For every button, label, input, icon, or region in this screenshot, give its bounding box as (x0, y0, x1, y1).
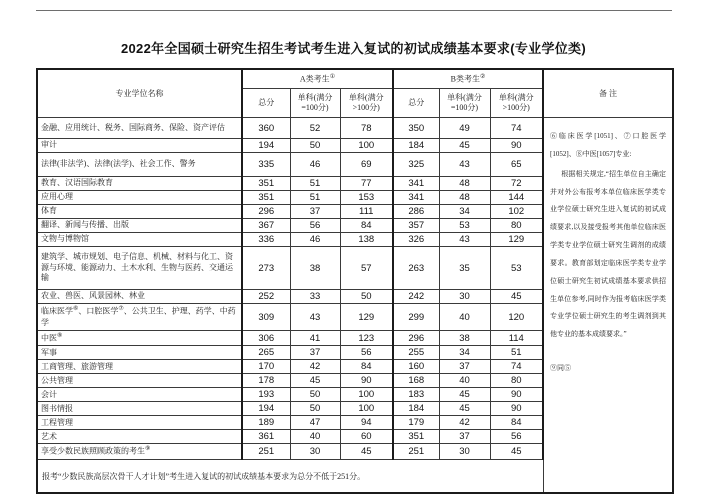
score-cell: 299 (393, 304, 439, 331)
score-cell: 242 (393, 290, 439, 304)
score-cell: 49 (439, 118, 490, 139)
score-cell: 351 (393, 430, 439, 444)
score-cell: 184 (393, 139, 439, 153)
score-cell: 43 (290, 304, 340, 331)
score-cell: 40 (290, 430, 340, 444)
degree-name-cell: 农业、兽医、风景园林、林业 (37, 290, 242, 304)
score-cell: 90 (490, 139, 543, 153)
score-cell: 194 (242, 402, 290, 416)
score-cell: 69 (340, 153, 393, 177)
score-cell: 296 (242, 205, 290, 219)
score-cell: 47 (290, 416, 340, 430)
score-cell: 30 (439, 290, 490, 304)
column-header-name: 专业学位名称 (37, 69, 242, 118)
group-a-footnote-mark: ① (329, 73, 336, 80)
score-cell: 189 (242, 416, 290, 430)
score-cell: 84 (340, 360, 393, 374)
score-cell: 45 (490, 444, 543, 459)
page-top-rule (36, 10, 672, 11)
score-cell: 102 (490, 205, 543, 219)
score-cell: 325 (393, 153, 439, 177)
score-cell: 51 (290, 177, 340, 191)
degree-name-cell: 教育、汉语国际教育 (37, 177, 242, 191)
header-group-row (37, 69, 673, 89)
score-cell: 65 (490, 153, 543, 177)
score-cell: 56 (290, 219, 340, 233)
score-cell: 50 (290, 139, 340, 153)
column-header-a-single-gt100: 单科(满分>100分) (340, 89, 393, 118)
remarks-cell (543, 118, 673, 494)
score-cell: 84 (340, 219, 393, 233)
score-cell: 90 (490, 402, 543, 416)
score-cell: 184 (393, 402, 439, 416)
column-header-group-b (393, 69, 543, 89)
remark-paragraph: ⑨同⑤ (550, 364, 572, 373)
score-cell: 45 (490, 290, 543, 304)
group-b-footnote-mark: ② (479, 73, 486, 80)
score-cell: 33 (290, 290, 340, 304)
score-cell: 351 (242, 191, 290, 205)
score-cell: 263 (393, 247, 439, 290)
score-cell: 123 (340, 331, 393, 346)
score-cell: 168 (393, 374, 439, 388)
score-cell: 37 (439, 360, 490, 374)
degree-name-cell: 审计 (37, 139, 242, 153)
degree-name-cell: 工程管理 (37, 416, 242, 430)
score-cell: 52 (290, 118, 340, 139)
score-cell: 42 (439, 416, 490, 430)
column-header-b-single-gt100: 单科(满分>100分) (490, 89, 543, 118)
score-cell: 80 (490, 374, 543, 388)
degree-name-cell: 体育 (37, 205, 242, 219)
score-cell: 296 (393, 331, 439, 346)
column-header-remark: 备 注 (543, 69, 673, 118)
degree-name-cell: 会计 (37, 388, 242, 402)
score-cell: 43 (439, 233, 490, 247)
score-cell: 336 (242, 233, 290, 247)
score-cell: 30 (439, 444, 490, 459)
score-cell: 56 (340, 346, 393, 360)
column-header-a-total: 总分 (242, 89, 290, 118)
score-cell: 286 (393, 205, 439, 219)
score-cell: 341 (393, 177, 439, 191)
score-cell: 351 (242, 177, 290, 191)
table-row (37, 118, 673, 139)
score-cell: 255 (393, 346, 439, 360)
score-cell: 193 (242, 388, 290, 402)
score-cell: 46 (290, 153, 340, 177)
score-cell: 42 (290, 360, 340, 374)
score-cell: 38 (290, 247, 340, 290)
score-cell: 45 (290, 374, 340, 388)
column-header-b-total: 总分 (393, 89, 439, 118)
score-cell: 78 (340, 118, 393, 139)
degree-name-cell: 享受少数民族照顾政策的考生⑨ (37, 444, 242, 459)
score-cell: 100 (340, 402, 393, 416)
score-cell: 90 (490, 388, 543, 402)
score-cell: 37 (290, 205, 340, 219)
score-cell: 273 (242, 247, 290, 290)
score-cell: 251 (242, 444, 290, 459)
score-cell: 50 (340, 290, 393, 304)
score-cell: 138 (340, 233, 393, 247)
score-cell: 48 (439, 191, 490, 205)
column-header-a-single-eq100: 单科(满分=100分) (290, 89, 340, 118)
score-cell: 335 (242, 153, 290, 177)
score-cell: 53 (439, 219, 490, 233)
score-cell: 37 (439, 430, 490, 444)
column-header-b-single-eq100: 单科(满分=100分) (439, 89, 490, 118)
score-cell: 350 (393, 118, 439, 139)
score-cell: 37 (290, 346, 340, 360)
remark-paragraph: ⑥临床医学[1051]、⑦口腔医学[1052]、⑧中医[1057]专业: (550, 132, 667, 158)
score-cell: 194 (242, 139, 290, 153)
degree-name-cell: 图书情报 (37, 402, 242, 416)
score-cell: 341 (393, 191, 439, 205)
score-cell: 160 (393, 360, 439, 374)
score-cell: 48 (439, 177, 490, 191)
score-cell: 72 (490, 177, 543, 191)
score-cell: 326 (393, 233, 439, 247)
score-cell: 170 (242, 360, 290, 374)
score-cell: 179 (393, 416, 439, 430)
score-cell: 114 (490, 331, 543, 346)
score-cell: 120 (490, 304, 543, 331)
score-cell: 111 (340, 205, 393, 219)
score-cell: 129 (340, 304, 393, 331)
degree-name-cell: 翻译、新闻与传播、出版 (37, 219, 242, 233)
score-table (36, 68, 674, 494)
score-cell: 306 (242, 331, 290, 346)
score-cell: 252 (242, 290, 290, 304)
score-cell: 60 (340, 430, 393, 444)
score-cell: 357 (393, 219, 439, 233)
score-cell: 100 (340, 139, 393, 153)
score-cell: 57 (340, 247, 393, 290)
score-cell: 183 (393, 388, 439, 402)
score-cell: 360 (242, 118, 290, 139)
score-cell: 45 (439, 402, 490, 416)
score-cell: 40 (439, 374, 490, 388)
score-cell: 100 (340, 388, 393, 402)
score-cell: 45 (340, 444, 393, 459)
degree-name-cell: 军事 (37, 346, 242, 360)
score-cell: 90 (340, 374, 393, 388)
degree-name-cell: 法律(非法学)、法律(法学)、社会工作、警务 (37, 153, 242, 177)
score-cell: 40 (439, 304, 490, 331)
score-cell: 34 (439, 346, 490, 360)
score-cell: 50 (290, 388, 340, 402)
degree-name-cell: 建筑学、城市规划、电子信息、机械、材料与化工、资源与环境、能源动力、土木水利、生物与医药、交通运输 (37, 247, 242, 290)
score-cell: 45 (439, 388, 490, 402)
score-cell: 178 (242, 374, 290, 388)
group-a-label: A类考生 (299, 74, 330, 84)
score-cell: 45 (439, 139, 490, 153)
score-cell: 51 (290, 191, 340, 205)
degree-name-cell: 艺术 (37, 430, 242, 444)
table-footnote: 报考“少数民族高层次骨干人才计划”考生进入复试的初试成绩基本要求为总分不低于251分。 (37, 459, 543, 493)
score-cell: 50 (290, 402, 340, 416)
score-cell: 77 (340, 177, 393, 191)
score-cell: 309 (242, 304, 290, 331)
score-cell: 74 (490, 360, 543, 374)
score-cell: 265 (242, 346, 290, 360)
score-cell: 80 (490, 219, 543, 233)
score-cell: 144 (490, 191, 543, 205)
degree-name-cell: 应用心理 (37, 191, 242, 205)
score-cell: 251 (393, 444, 439, 459)
score-cell: 53 (490, 247, 543, 290)
score-cell: 46 (290, 233, 340, 247)
score-cell: 56 (490, 430, 543, 444)
degree-name-cell: 文物与博物馆 (37, 233, 242, 247)
score-cell: 30 (290, 444, 340, 459)
remark-paragraph: 根据相关规定,“招生单位自主确定并对外公布报考本单位临床医学类专业学位硕士研究生进入复试的初试成绩要求,以及接受报考其他单位临床医学类专业学位硕士研究生调剂的成绩要求。教育部划定临床医学类专业学位硕士研究生初试成绩基本要求供招生单位参考,同时作为报考临床医学类专业学位硕士研究生的考生调剂到其他专业的基本成绩要求。” (550, 169, 667, 339)
score-cell: 129 (490, 233, 543, 247)
score-cell: 38 (439, 331, 490, 346)
degree-name-cell: 金融、应用统计、税务、国际商务、保险、资产评估 (37, 118, 242, 139)
column-header-group-a (242, 69, 393, 89)
degree-name-cell: 公共管理 (37, 374, 242, 388)
score-cell: 361 (242, 430, 290, 444)
score-cell: 41 (290, 331, 340, 346)
degree-name-cell: 临床医学⑥、口腔医学⑦、公共卫生、护理、药学、中药学 (37, 304, 242, 331)
score-cell: 84 (490, 416, 543, 430)
score-cell: 94 (340, 416, 393, 430)
score-cell: 74 (490, 118, 543, 139)
score-cell: 35 (439, 247, 490, 290)
degree-name-cell: 工商管理、旅游管理 (37, 360, 242, 374)
score-cell: 153 (340, 191, 393, 205)
degree-name-cell: 中医⑧ (37, 331, 242, 346)
score-cell: 51 (490, 346, 543, 360)
page-title: 2022年全国硕士研究生招生考试考生进入复试的初试成绩基本要求(专业学位类) (121, 41, 586, 56)
score-cell: 34 (439, 205, 490, 219)
score-cell: 367 (242, 219, 290, 233)
score-cell: 43 (439, 153, 490, 177)
group-b-label: B类考生 (450, 74, 480, 84)
